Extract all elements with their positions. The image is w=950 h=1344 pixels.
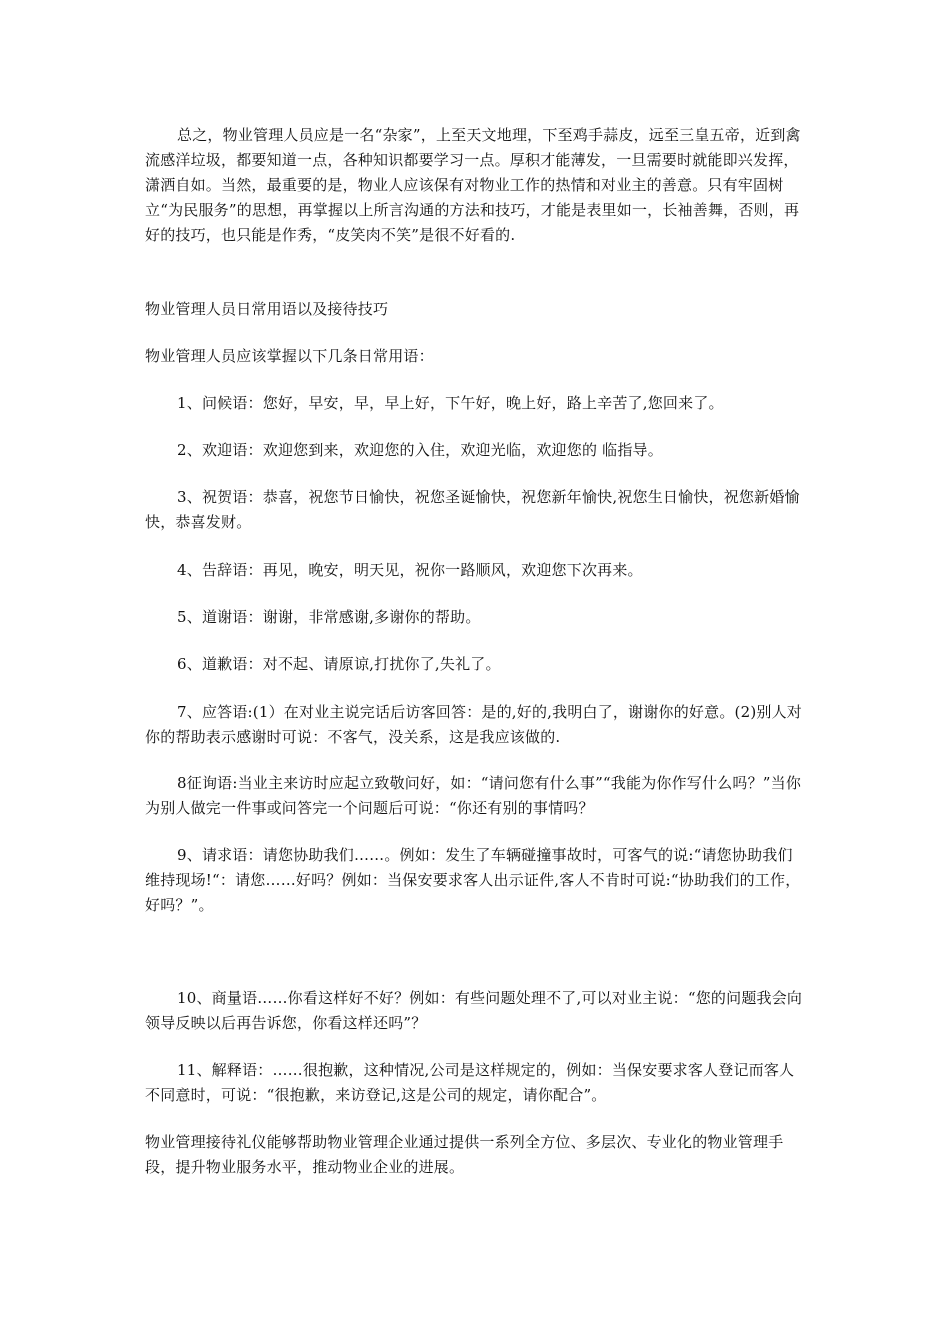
list-item-response: 7、应答语:(1）在对业主说完话后访客回答：是的,好的,我明白了，谢谢你的好意。(2)别人对你的帮助表示感谢时可说：不客气，没关系，这是我应该做的. [145,703,802,746]
list-item-thanks: 5、道谢语：谢谢，非常感谢,多谢你的帮助。 [177,608,481,626]
list-item-congratulation: 3、祝贺语：恭喜，祝您节日愉快，祝您圣诞愉快，祝您新年愉快,祝您生日愉快，祝您新婚愉快，恭喜发财。 [145,488,800,531]
list-item-consultation: 10、商量语……你看这样好不好？例如：有些问题处理不了,可以对业主说：“您的问题我会向领导反映以后再告诉您，你看这样还吗”？ [145,989,803,1032]
closing-paragraph: 物业管理接待礼仪能够帮助物业管理企业通过提供一系列全方位、多层次、专业化的物业管理手段，提升物业服务水平，推动物业企业的进展。 [145,1133,784,1176]
intro-paragraph: 总之，物业管理人员应是一名“杂家”，上至天文地理，下至鸡手蒜皮，远至三皇五帝，近到禽流感洋垃圾，都要知道一点，各种知识都要学习一点。厚积才能薄发，一旦需要时就能即兴发挥，潇洒自如。当然，最重要的是，物业人应该保有对物业工作的热情和对业主的善意。只有牢固树立“为民服务”的思想，再掌握以上所言沟通的方法和技巧，才能是表里如一，长袖善舞，否则，再好的技巧，也只能是作秀，“皮笑肉不笑”是很不好看的. [145,126,801,244]
list-item-request: 9、请求语：请您协助我们……。例如：发生了车辆碰撞事故时，可客气的说:“请您协助我们维持现场!“：请您……好吗？例如：当保安要求客人出示证件,客人不肯时可说:“协助我们的工作，好吗？”。 [145,846,801,914]
list-item-explanation: 11、解释语：……很抱歉，这种情况,公司是这样规定的，例如：当保安要求客人登记而客人不同意时，可说：“很抱歉，来访登记,这是公司的规定，请你配合”。 [145,1061,795,1104]
list-item-welcome: 2、欢迎语：欢迎您到来，欢迎您的入住，欢迎光临，欢迎您的 临指导。 [177,441,663,459]
section-lead: 物业管理人员应该掌握以下几条日常用语： [145,347,434,365]
list-item-apology: 6、道歉语：对不起、请原谅,打扰你了,失礼了。 [177,655,501,673]
list-item-greeting: 1、问候语：您好，早安，早，早上好，下午好，晚上好，路上辛苦了,您回来了。 [177,394,724,412]
section-title: 物业管理人员日常用语以及接待技巧 [145,300,389,318]
list-item-farewell: 4、告辞语：再见，晚安，明天见，祝你一路顺风，欢迎您下次再来。 [177,561,643,579]
list-item-inquiry: 8征询语:当业主来访时应起立致敬问好，如：“请问您有什么事”“我能为你作写什么吗？”当你为别人做完一件事或问答完一个问题后可说：“你还有别的事情吗？ [145,774,802,817]
